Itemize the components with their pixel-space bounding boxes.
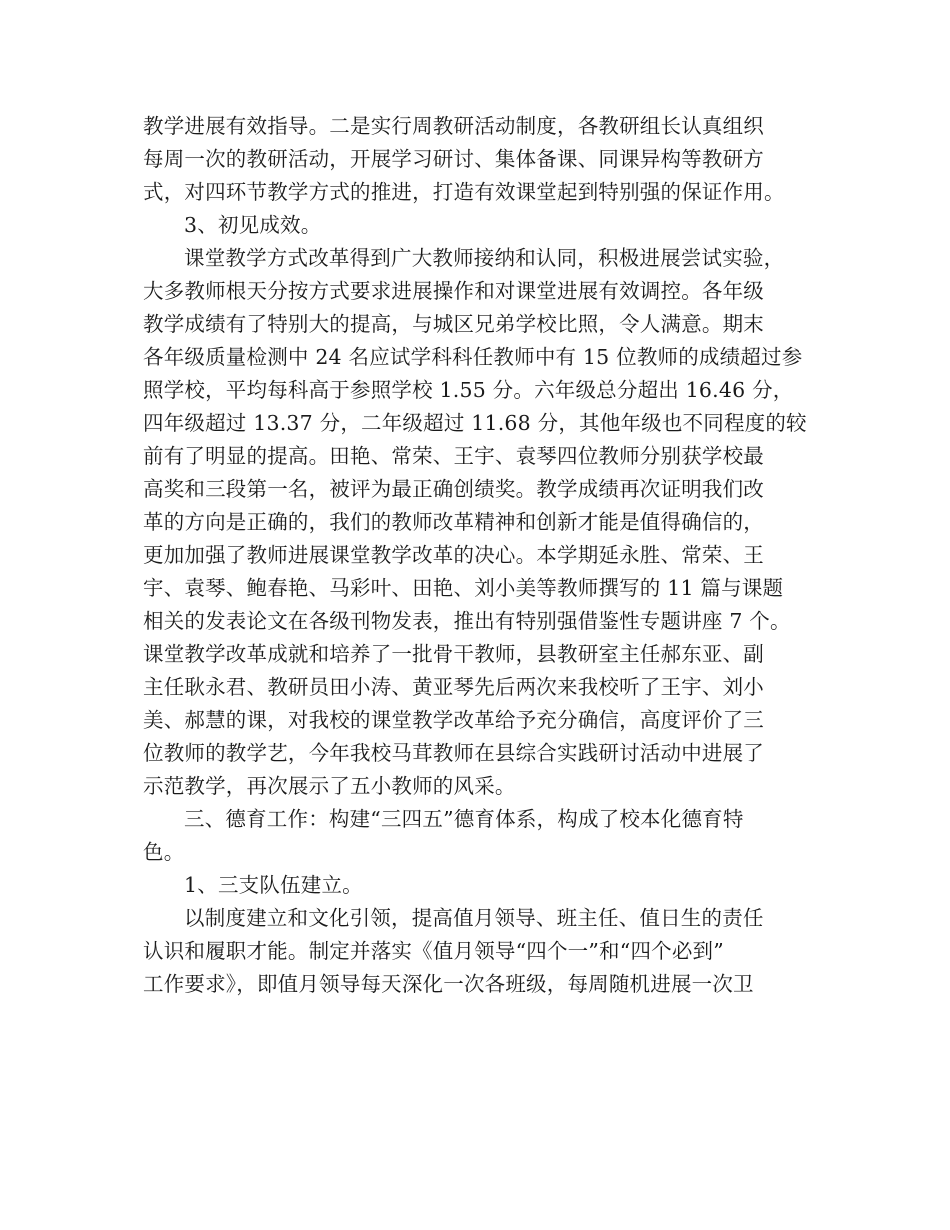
text-line: 宇、袁琴、鲍春艳、马彩叶、田艳、刘小美等教师撰写的 11 篇与课题	[143, 576, 784, 600]
text-line: 教学成绩有了特别大的提高，与城区兄弟学校比照，令人满意。期末	[143, 312, 764, 336]
text-line: 革的方向是正确的，我们的教师改革精神和创新才能是值得确信的，	[143, 510, 764, 534]
text-line: 主任耿永君、教研员田小涛、黄亚琴先后两次来我校听了王宇、刘小	[143, 675, 764, 699]
text-line: 位教师的教学艺，今年我校马茸教师在县综合实践研讨活动中进展了	[143, 741, 764, 765]
text-line: 各年级质量检测中 24 名应试学科科任教师中有 15 位教师的成绩超过参	[143, 345, 803, 369]
text-line: 3、初见成效。	[184, 213, 322, 237]
text-line: 工作要求》，即值月领导每天深化一次各班级，每周随机进展一次卫	[143, 972, 754, 996]
text-line: 更加加强了教师进展课堂教学改革的决心。本学期延永胜、常荣、王	[143, 543, 764, 567]
text-line: 课堂教学改革成就和培养了一批骨干教师，县教研室主任郝东亚、副	[143, 642, 764, 666]
text-line: 认识和履职才能。制定并落实《值月领导“四个一”和“四个必到”	[143, 939, 724, 963]
text-line: 三、德育工作：构建“三四五”德育体系，构成了校本化德育特	[184, 807, 744, 831]
text-line: 相关的发表论文在各级刊物发表，推出有特别强借鉴性专题讲座 7 个。	[143, 609, 791, 633]
text-line: 式，对四环节教学方式的推进，打造有效课堂起到特别强的保证作用。	[143, 180, 785, 204]
text-line: 示范教学，再次展示了五小教师的风采。	[143, 774, 516, 798]
text-line: 每周一次的教研活动，开展学习研讨、集体备课、同课异构等教研方	[143, 147, 764, 171]
text-line: 色。	[143, 840, 185, 864]
text-line: 1、三支队伍建立。	[184, 873, 363, 897]
text-line: 照学校，平均每科高于参照学校 1.55 分。六年级总分超出 16.46 分，	[143, 378, 794, 402]
text-line: 四年级超过 13.37 分，二年级超过 11.68 分，其他年级也不同程度的较	[143, 411, 807, 435]
text-line: 前有了明显的提高。田艳、常荣、王宇、袁琴四位教师分别获学校最	[143, 444, 764, 468]
text-line: 以制度建立和文化引领，提高值月领导、班主任、值日生的责任	[184, 906, 764, 930]
text-line: 高奖和三段第一名，被评为最正确创绩奖。教学成绩再次证明我们改	[143, 477, 764, 501]
text-line: 课堂教学方式改革得到广大教师接纳和认同，积极进展尝试实验，	[184, 246, 785, 270]
text-line: 教学进展有效指导。二是实行周教研活动制度，各教研组长认真组织	[143, 114, 764, 138]
text-line: 大多教师根天分按方式要求进展操作和对课堂进展有效调控。各年级	[143, 279, 764, 303]
body-text	[143, 110, 833, 1001]
text-line: 美、郝慧的课，对我校的课堂教学改革给予充分确信，高度评价了三	[143, 708, 764, 732]
